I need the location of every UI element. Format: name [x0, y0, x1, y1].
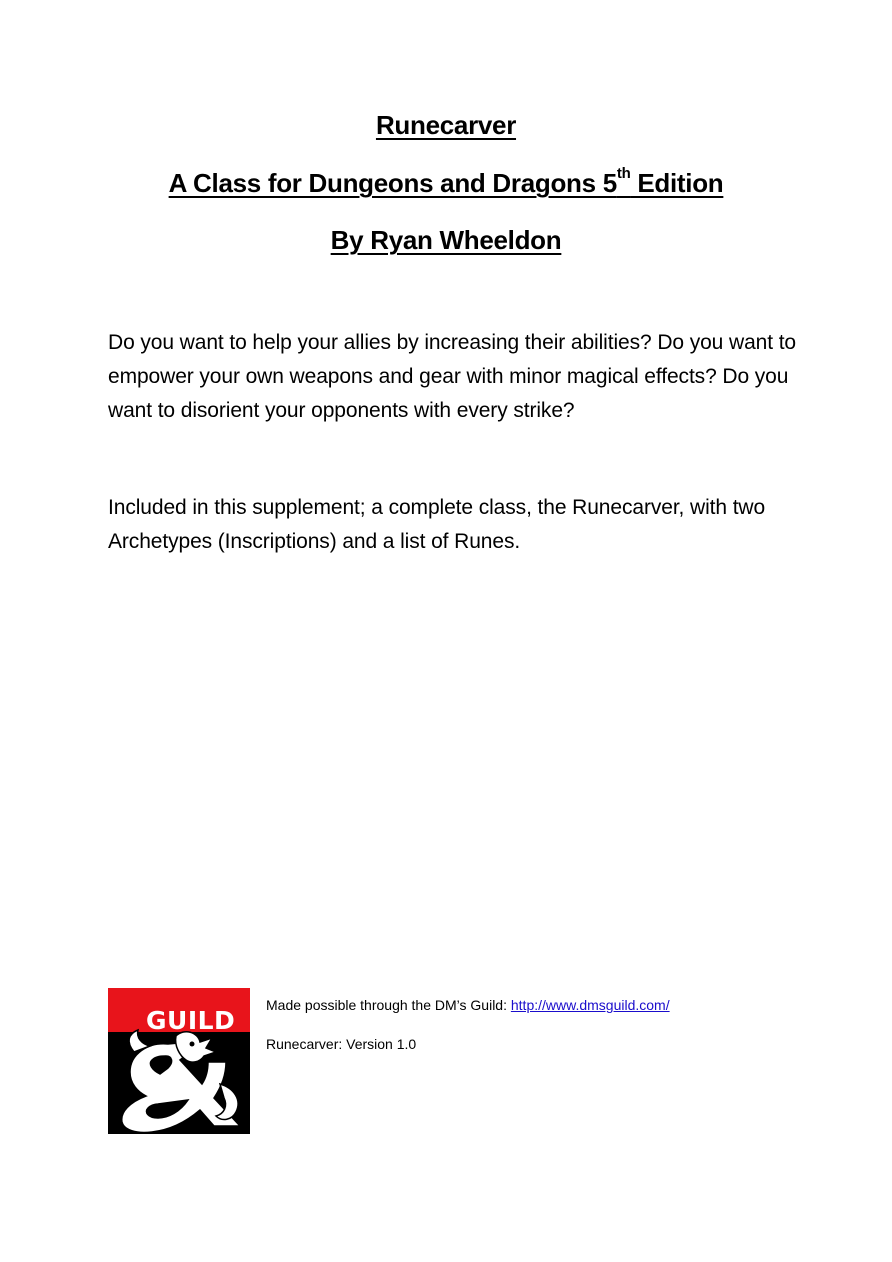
document-byline: By Ryan Wheeldon [330, 225, 562, 255]
logo-guild-text: GUILD [146, 1006, 236, 1035]
version-line: Runecarver: Version 1.0 [266, 1036, 417, 1052]
subtitle-suffix: Edition [630, 168, 724, 198]
dms-guild-logo [108, 988, 250, 1134]
contents-paragraph: Included in this supplement; a complete class, the Runecarver, with two Archetypes (Inscriptions) and a list of Runes. [108, 496, 766, 553]
dmsguild-link[interactable]: http://www.dmsguild.com/ [510, 997, 670, 1013]
subtitle-prefix: A Class for Dungeons and Dragons 5 [168, 168, 617, 198]
credit-line [266, 996, 670, 1014]
subtitle-ordinal: th [616, 165, 631, 183]
document-title: Runecarver [375, 110, 517, 140]
document-subtitle [0, 165, 892, 199]
credit-prefix: Made possible through the DM’s Guild: [266, 997, 511, 1013]
intro-paragraph: Do you want to help your allies by increasing their abilities? Do you want to empower your own weapons and gear with minor magical effects? Do you want to disorient your opponents with every strike? [108, 331, 797, 422]
